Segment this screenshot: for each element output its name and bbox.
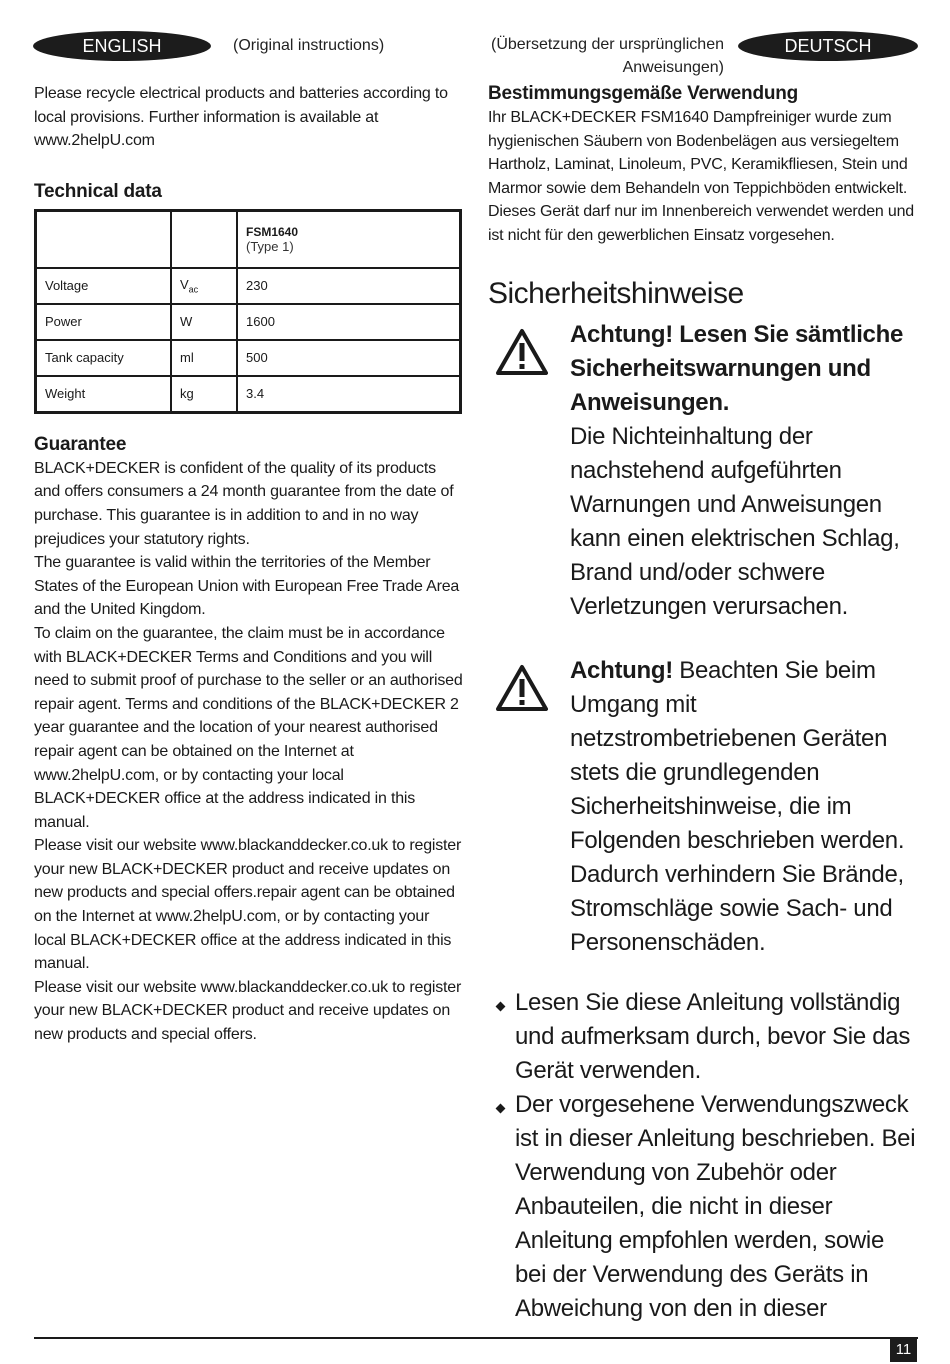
row-unit: ml [171,340,237,376]
technical-data-heading: Technical data [34,180,162,202]
table-row [36,268,461,304]
guarantee-paragraph: BLACK+DECKER is confident of the quality of its products and offers consumers a 24 month guarantee from the date of purchase. This guarantee is in addition to and in no way prejudices your statutory rights. [34,459,454,548]
table-header-row [36,210,461,268]
intended-use-heading: Bestimmungsgemäße Verwendung [488,83,799,104]
guarantee-paragraph: Please visit our website www.blackanddecker.co.uk to register your new BLACK+DECKER product and receive updates on new products and special offers. [34,978,462,1044]
english-column [34,82,464,1047]
translation-note: (Übersetzung der ursprünglichen Anweisungen) [490,36,724,76]
guarantee-paragraph: The guarantee is valid within the territories of the Member States of the European Union with European Free Trade Area and the United Kingdom. [34,554,460,619]
row-value: 500 [237,340,461,376]
warning-block-2 [488,654,918,960]
list-item: Der vorgesehene Verwendungszweck ist in dieser Anleitung beschrieben. Bei Verwendung von Zubehör oder Anbauteilen, die nicht in dieser Anleitung empfohlen werden, sowie bei der Verwendung des Geräts in Abweichung von den in dieser [488,1088,918,1326]
row-value: 3.4 [237,376,461,413]
guarantee-paragraph: To claim on the guarantee, the claim must be in accordance with BLACK+DECKER Terms and Conditions and you will need to submit proof of purchase to the seller or an authorised repair agent. Terms and conditions of the BLACK+DECKER 2 year guarantee and the location of your nearest authorised repair agent can be obtained on the Internet at www.2helpU.com, or by contacting your local BLACK+DECKER office at the address indicated in this manual. [34,624,463,831]
list-item: Lesen Sie diese Anleitung vollständig und aufmerksam durch, bevor Sie das Gerät verwenden. [488,986,918,1088]
model-cell [237,210,461,268]
deutsch-column [488,82,918,1326]
footer-divider [34,1337,918,1339]
safety-bullet-list [488,986,918,1326]
language-tab-deutsch: DEUTSCH [738,31,918,61]
row-label: Weight [36,376,172,413]
warning-block-1 [488,318,918,624]
warning-triangle-icon [496,328,548,376]
guarantee-paragraph: Please visit our website www.blackanddecker.co.uk to register your new BLACK+DECKER product and receive updates on new products and special offers.repair agent can be obtained on the Internet at www.2helpU.com, or by contacting your local BLACK+DECKER office at the address indicated in this manual. [34,837,462,973]
original-instructions-note: (Original instructions) [233,37,385,54]
technical-data-table [34,209,462,414]
warning-2-bold: Achtung! [570,656,673,684]
warning-1-bold: Achtung! Lesen Sie sämtliche Sicherheitswarnungen und Anweisungen. [570,320,904,416]
safety-heading: Sicherheitshinweise [488,276,744,310]
model-name: FSM1640 [246,224,299,239]
intended-use-paragraph: Ihr BLACK+DECKER FSM1640 Dampfreiniger wurde zum hygienischen Säubern von Bodenbelägen aus versiegeltem Hartholz, Laminat, Linoleum, PVC, Keramikfliesen, Stein und Marmor sowie dem Behandeln von Teppichböden entwickelt. Dieses Gerät darf nur im Innenbereich verwendet werden und ist nicht für den gewerblichen Einsatz vorgesehen. [488,109,914,244]
warning-triangle-icon [496,664,548,712]
row-value: 230 [237,268,461,304]
row-label: Power [36,304,172,340]
page-number: 11 [890,1338,917,1362]
table-row [36,304,461,340]
warning-1-text: Die Nichteinhaltung der nachstehend aufgeführten Warnungen und Anweisungen kann einen elektrischen Schlag, Brand und/oder schwere Verletzungen verursachen. [570,422,900,620]
guarantee-heading: Guarantee [34,433,127,455]
table-row [36,340,461,376]
row-unit: kg [171,376,237,413]
row-unit: W [171,304,237,340]
row-label: Tank capacity [36,340,172,376]
warning-2-text: Beachten Sie beim Umgang mit netzstrombetriebenen Geräten stets die grundlegenden Sicherheitshinweise, die im Folgenden beschrieben werden. Dadurch verhindern Sie Brände, Stromschläge sowie Sach- und Personenschäden. [570,656,905,956]
model-type: (Type 1) [246,238,294,254]
table-row [36,376,461,413]
row-unit: $V_{ac}$ [171,268,237,304]
recycle-paragraph: Please recycle electrical products and batteries according to local provisions. Further information is available at www.2helpU.com [34,85,448,150]
language-tab-english: ENGLISH [33,31,211,61]
row-label: Voltage [36,268,172,304]
row-value: 1600 [237,304,461,340]
